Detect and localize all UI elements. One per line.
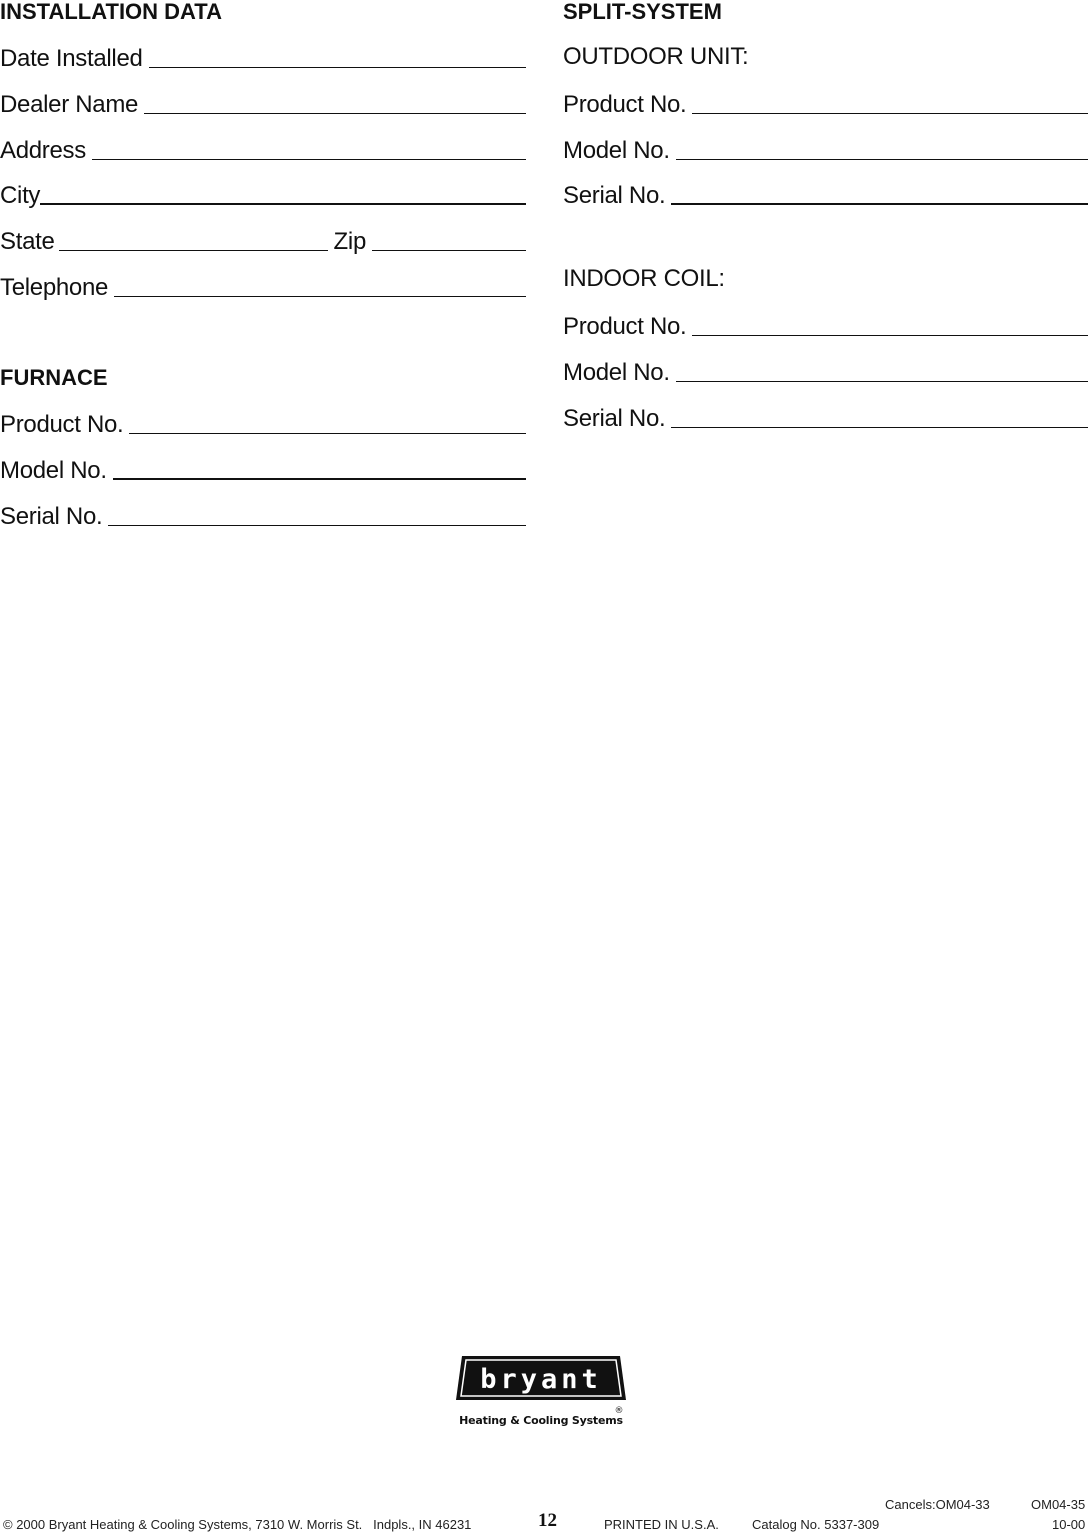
furnace-model-no-field[interactable] (0, 454, 526, 484)
furnace-heading: FURNACE (0, 365, 108, 390)
outdoor-serial-no-label: Serial No. (563, 182, 666, 209)
indoor-model-no-field[interactable] (563, 356, 1088, 386)
indoor-model-no-label: Model No. (563, 359, 670, 386)
indoor-model-no-line[interactable] (676, 381, 1088, 382)
outdoor-product-no-field[interactable] (563, 88, 1088, 118)
indoor-product-no-line[interactable] (692, 335, 1088, 336)
zip-label: Zip (333, 228, 366, 255)
date-installed-label: Date Installed (0, 45, 143, 72)
furnace-serial-no-field[interactable] (0, 500, 526, 530)
telephone-label: Telephone (0, 274, 109, 301)
outdoor-product-no-line[interactable] (692, 113, 1088, 114)
outdoor-model-no-field[interactable] (563, 134, 1088, 164)
indoor-serial-no-label: Serial No. (563, 405, 666, 432)
page-number: 12 (538, 1510, 557, 1531)
telephone-field[interactable] (0, 271, 526, 301)
address-line[interactable] (92, 159, 526, 160)
printed-text: PRINTED IN U.S.A. (604, 1517, 719, 1532)
installation-data-heading: INSTALLATION DATA (0, 0, 222, 24)
city-line[interactable] (40, 203, 526, 205)
copyright-text: © 2000 Bryant Heating & Cooling Systems, 7310 W. Morris St. Indpls., IN 46231 (3, 1517, 472, 1532)
indoor-product-no-label: Product No. (563, 313, 687, 340)
outdoor-serial-no-field[interactable] (563, 179, 1088, 209)
catalog-number: Catalog No. 5337-309 (752, 1517, 880, 1532)
city-label: City (0, 182, 41, 209)
address-field[interactable] (0, 134, 526, 164)
city-field[interactable] (0, 179, 526, 209)
doc-number: OM04-35 (1031, 1497, 1086, 1512)
outdoor-serial-no-line[interactable] (671, 203, 1088, 205)
registered-mark: ® (614, 1406, 624, 1416)
state-line[interactable] (59, 250, 328, 251)
state-label: State (0, 228, 55, 255)
state-zip-field[interactable] (0, 225, 526, 255)
outdoor-product-no-label: Product No. (563, 91, 687, 118)
furnace-product-no-line[interactable] (129, 433, 526, 434)
logo-wordmark: bryant (480, 1364, 602, 1395)
furnace-product-no-label: Product No. (0, 411, 124, 438)
telephone-line[interactable] (114, 296, 526, 297)
indoor-coil-label: INDOOR COIL: (563, 265, 725, 292)
dealer-name-field[interactable] (0, 88, 526, 118)
furnace-model-no-label: Model No. (0, 457, 107, 484)
outdoor-model-no-line[interactable] (676, 159, 1088, 160)
furnace-product-no-field[interactable] (0, 408, 526, 438)
doc-date: 10-00 (1052, 1517, 1086, 1532)
cancels-text: Cancels:OM04-33 (885, 1497, 990, 1512)
outdoor-unit-label: OUTDOOR UNIT: (563, 43, 749, 70)
zip-line[interactable] (372, 250, 526, 251)
dealer-name-line[interactable] (144, 113, 526, 114)
indoor-serial-no-line[interactable] (671, 427, 1088, 428)
furnace-serial-no-line[interactable] (108, 525, 526, 526)
furnace-serial-no-label: Serial No. (0, 503, 103, 530)
address-label: Address (0, 137, 86, 164)
indoor-serial-no-field[interactable] (563, 402, 1088, 432)
date-installed-line[interactable] (149, 67, 526, 68)
date-installed-field[interactable] (0, 42, 526, 72)
furnace-model-no-line[interactable] (113, 478, 526, 480)
dealer-name-label: Dealer Name (0, 91, 139, 118)
split-system-heading: SPLIT-SYSTEM (563, 0, 722, 24)
indoor-product-no-field[interactable] (563, 310, 1088, 340)
logo-tagline: Heating & Cooling Systems (459, 1414, 623, 1427)
outdoor-model-no-label: Model No. (563, 137, 670, 164)
